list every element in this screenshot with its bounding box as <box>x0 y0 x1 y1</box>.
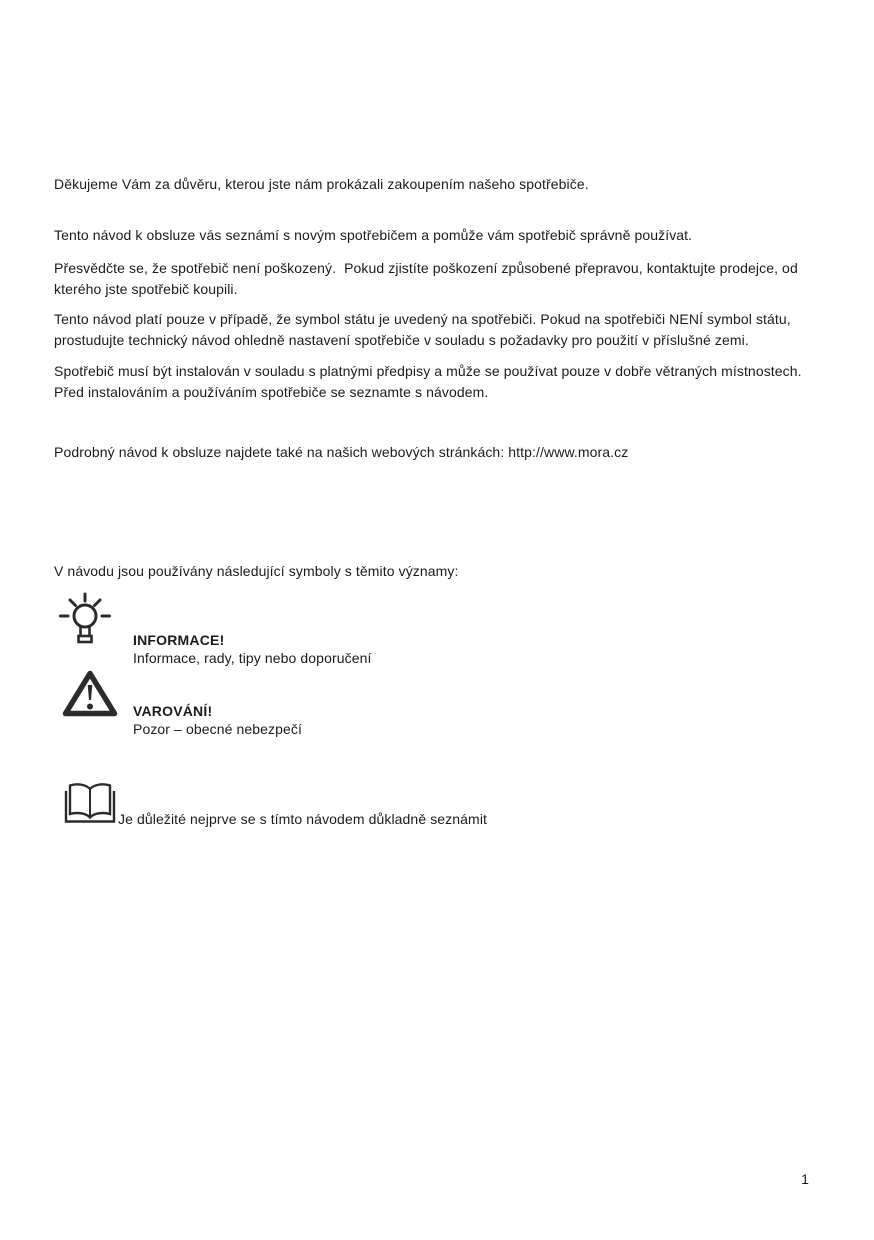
warning-triangle-icon <box>62 670 118 717</box>
paragraph-thanks: Děkujeme Vám za důvěru, kterou jste nám prokázali zakoupením našeho spotřebiče. <box>54 176 589 192</box>
paragraph-country-symbol: Tento návod platí pouze v případě, že symbol státu je uvedený na spotřebiči. Pokud na spotřebiči NENÍ symbol státu, prostudujte technický návod ohledně nastavení spotřebiče v souladu s požadavky pro použití v příslušné zemi. <box>54 311 795 348</box>
paragraph-symbols-intro: V návodu jsou používány následující symboly s těmito významy: <box>54 563 459 579</box>
warning-symbol-description: Pozor – obecné nebezpečí <box>133 721 302 737</box>
warning-symbol-title: VAROVÁNÍ! <box>133 703 213 719</box>
info-symbol-title: INFORMACE! <box>133 632 225 648</box>
paragraph-manual-intro: Tento návod k obsluze vás seznámí s novým spotřebičem a pomůže vám spotřebič správně používat. <box>54 227 693 243</box>
paragraph-website: Podrobný návod k obsluze najdete také na našich webových stránkách: http://www.mora.cz <box>54 444 629 460</box>
info-symbol-description: Informace, rady, tipy nebo doporučení <box>133 650 372 666</box>
paragraph-installation: Spotřebič musí být instalován v souladu s platnými předpisy a může se používat pouze v dobře větraných místnostech. Před instalováním a používáním spotřebiče se seznamte s návodem. <box>54 363 806 400</box>
paragraph-damage-check: Přesvědčte se, že spotřebič není poškozený. Pokud zjistíte poškození způsobené přepravou, kontaktujte prodejce, od kterého jste spotřebič koupili. <box>54 260 802 297</box>
open-book-icon <box>63 780 117 825</box>
page-number: 1 <box>801 1171 809 1187</box>
lightbulb-icon <box>59 592 111 648</box>
book-symbol-description: Je důležité nejprve se s tímto návodem důkladně seznámit <box>118 811 488 827</box>
